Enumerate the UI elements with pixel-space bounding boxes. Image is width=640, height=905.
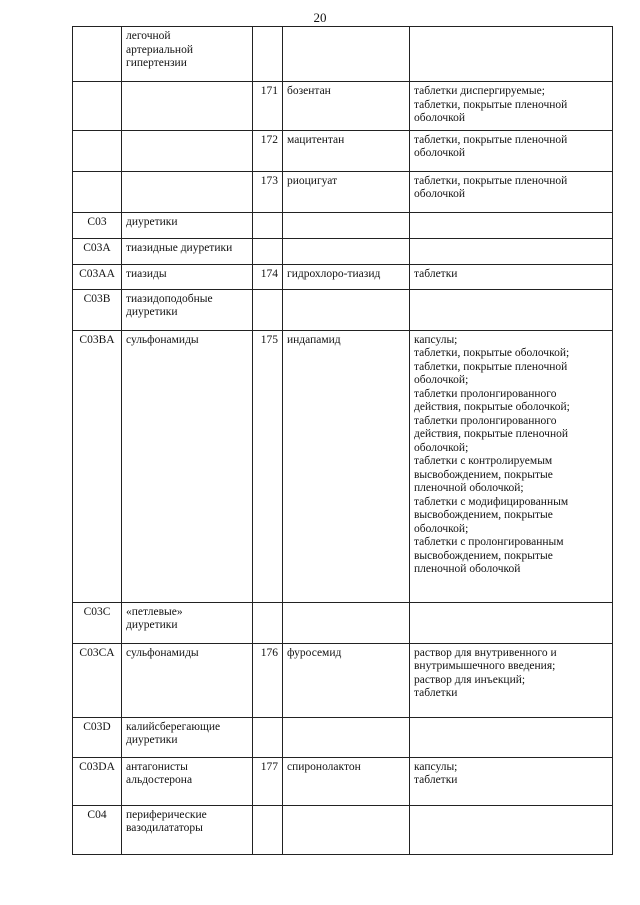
table-row — [73, 212, 613, 238]
dosage-forms-cell — [410, 171, 613, 212]
atc-code-cell — [73, 130, 122, 171]
atc-code-cell — [73, 27, 122, 82]
cell-text-line: оболочкой — [414, 112, 466, 124]
cell-text-line: периферические — [126, 808, 207, 821]
dosage-forms-cell — [410, 130, 613, 171]
drug-name-cell — [283, 717, 410, 757]
table-row — [73, 238, 613, 264]
group-name-cell — [122, 238, 253, 264]
cell-text-line: таблетки пролонгированного — [414, 387, 557, 400]
cell-text-line: капсулы; — [414, 760, 458, 773]
row-number-cell — [253, 717, 283, 757]
table-row — [73, 602, 613, 643]
row-number-cell — [253, 602, 283, 643]
dosage-forms-cell — [410, 643, 613, 717]
cell-text-line: высвобождением, покрытые — [414, 468, 553, 481]
row-number-cell — [253, 805, 283, 854]
group-name-cell — [122, 212, 253, 238]
cell-text-line: раствор для инъекций; — [414, 673, 526, 686]
row-number-cell — [253, 238, 283, 264]
cell-text-line: мацитентан — [287, 133, 345, 146]
cell-text-line: гидрохлоро-тиазид — [287, 267, 381, 280]
atc-code-cell: C03DA — [73, 757, 122, 805]
drug-name-cell — [283, 289, 410, 330]
drug-name-cell — [283, 264, 410, 289]
cell-text-line: спиронолактон — [287, 760, 361, 773]
drug-name-cell — [283, 27, 410, 82]
cell-text-line: таблетки — [414, 774, 458, 786]
row-number-cell: 177 — [253, 757, 283, 805]
cell-text-line: таблетки с контролируемым — [414, 455, 553, 467]
row-number-cell — [253, 27, 283, 82]
cell-text-line: тиазиды — [126, 267, 167, 280]
dosage-forms-cell — [410, 264, 613, 289]
table-row — [73, 717, 613, 757]
atc-code-cell: C04 — [73, 805, 122, 854]
cell-text-line: оболочкой; — [414, 441, 469, 454]
cell-text-line: тиазидоподобные — [126, 292, 213, 305]
cell-text-line: бозентан — [287, 85, 331, 97]
row-number-cell: 173 — [253, 171, 283, 212]
cell-text-line: таблетки, покрытые пленочной — [414, 98, 568, 111]
cell-text-line: внутримышечного введения; — [414, 660, 556, 672]
cell-text-line: таблетки — [414, 687, 458, 699]
table-row — [73, 264, 613, 289]
cell-text-line: индапамид — [287, 333, 341, 346]
cell-text-line: калийсберегающие — [126, 720, 221, 733]
dosage-forms-cell — [410, 289, 613, 330]
dosage-forms-cell — [410, 82, 613, 131]
cell-text-line: тиазидные диуретики — [126, 241, 233, 254]
atc-code-cell: C03CA — [73, 643, 122, 717]
table-row — [73, 805, 613, 854]
dosage-forms-cell — [410, 27, 613, 82]
row-number-cell: 176 — [253, 643, 283, 717]
group-name-cell — [122, 27, 253, 82]
drug-name-cell — [283, 805, 410, 854]
cell-text-line: диуретики — [126, 215, 178, 228]
group-name-cell — [122, 757, 253, 805]
cell-text-line: таблетки, покрытые пленочной — [414, 133, 568, 146]
table-row — [73, 27, 613, 82]
atc-code-cell — [73, 82, 122, 131]
cell-text-line: таблетки, покрытые пленочной — [414, 174, 568, 187]
cell-text-line: таблетки, покрытые пленочной — [414, 360, 568, 373]
row-number-cell: 172 — [253, 130, 283, 171]
group-name-cell — [122, 717, 253, 757]
cell-text-line: сульфонамиды — [126, 333, 199, 346]
cell-text-line: артериальной — [126, 43, 193, 56]
cell-text-line: таблетки — [414, 267, 458, 280]
group-name-cell — [122, 82, 253, 131]
group-name-cell — [122, 330, 253, 602]
cell-text-line: таблетки пролонгированного — [414, 414, 557, 427]
cell-text-line: оболочкой — [414, 188, 466, 200]
page-number: 20 — [313, 10, 327, 25]
dosage-forms-cell — [410, 805, 613, 854]
cell-text-line: диуретики — [126, 306, 178, 318]
atc-code-cell: C03 — [73, 212, 122, 238]
atc-code-cell — [73, 171, 122, 212]
cell-text-line: «петлевые» — [126, 605, 183, 618]
cell-text-line: фуросемид — [287, 646, 342, 659]
drug-name-cell — [283, 602, 410, 643]
table-row — [73, 82, 613, 131]
dosage-forms-cell — [410, 757, 613, 805]
cell-text-line: пленочной оболочкой — [414, 563, 521, 575]
group-name-cell — [122, 602, 253, 643]
drug-name-cell — [283, 212, 410, 238]
cell-text-line: оболочкой; — [414, 522, 469, 535]
atc-code-cell: C03B — [73, 289, 122, 330]
cell-text-line: легочной — [126, 30, 171, 42]
table-row — [73, 130, 613, 171]
cell-text-line: таблетки, покрытые оболочкой; — [414, 347, 570, 359]
dosage-forms-cell — [410, 212, 613, 238]
cell-text-line: пленочной оболочкой; — [414, 482, 524, 494]
table-row — [73, 289, 613, 330]
cell-text-line: действия, покрытые оболочкой; — [414, 401, 570, 413]
cell-text-line: риоцигуат — [287, 174, 338, 187]
row-number-cell: 174 — [253, 264, 283, 289]
drug-name-cell — [283, 171, 410, 212]
drug-table — [72, 26, 613, 855]
atc-code-cell: C03BA — [73, 330, 122, 602]
table-row — [73, 757, 613, 805]
group-name-cell — [122, 289, 253, 330]
cell-text-line: таблетки диспергируемые; — [414, 85, 545, 97]
atc-code-cell: C03AA — [73, 264, 122, 289]
cell-text-line: диуретики — [126, 619, 178, 631]
cell-text-line: раствор для внутривенного и — [414, 646, 557, 659]
dosage-forms-cell — [410, 238, 613, 264]
atc-code-cell: C03D — [73, 717, 122, 757]
cell-text-line: сульфонамиды — [126, 646, 199, 659]
cell-text-line: высвобождением, покрытые — [414, 509, 553, 521]
atc-code-cell: C03C — [73, 602, 122, 643]
dosage-forms-cell — [410, 330, 613, 602]
cell-text-line: действия, покрытые пленочной — [414, 428, 569, 440]
cell-text-line: капсулы; — [414, 333, 458, 346]
cell-text-line: таблетки с пролонгированным — [414, 536, 564, 548]
cell-text-line: антагонисты — [126, 760, 188, 773]
row-number-cell — [253, 212, 283, 238]
table-row — [73, 330, 613, 602]
table-row — [73, 171, 613, 212]
cell-text-line: оболочкой — [414, 147, 466, 159]
group-name-cell — [122, 130, 253, 171]
drug-name-cell — [283, 643, 410, 717]
atc-code-cell: C03A — [73, 238, 122, 264]
drug-name-cell — [283, 330, 410, 602]
row-number-cell: 175 — [253, 330, 283, 602]
dosage-forms-cell — [410, 602, 613, 643]
group-name-cell — [122, 805, 253, 854]
drug-name-cell — [283, 238, 410, 264]
dosage-forms-cell — [410, 717, 613, 757]
cell-text-line: диуретики — [126, 734, 178, 746]
drug-name-cell — [283, 757, 410, 805]
cell-text-line: высвобождением, покрытые — [414, 549, 553, 562]
cell-text-line: таблетки с модифицированным — [414, 495, 569, 508]
cell-text-line: гипертензии — [126, 57, 187, 69]
row-number-cell — [253, 289, 283, 330]
cell-text-line: альдостерона — [126, 774, 193, 786]
table-row — [73, 643, 613, 717]
drug-name-cell — [283, 82, 410, 131]
group-name-cell — [122, 264, 253, 289]
cell-text-line: вазодилататоры — [126, 822, 203, 834]
row-number-cell: 171 — [253, 82, 283, 131]
drug-name-cell — [283, 130, 410, 171]
group-name-cell — [122, 643, 253, 717]
cell-text-line: оболочкой; — [414, 374, 469, 386]
group-name-cell — [122, 171, 253, 212]
